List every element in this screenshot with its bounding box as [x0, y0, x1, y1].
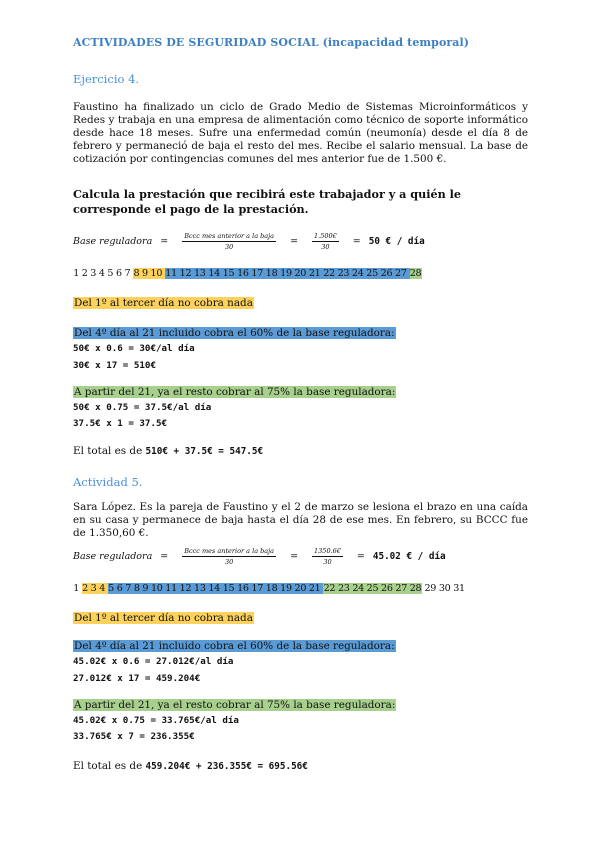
ex4-day-strip: [73, 268, 422, 279]
calc-text: 33.765€ x 7 = 236.355€: [73, 731, 195, 742]
fraction-denominator: 30: [321, 243, 330, 251]
formula-result: 45.02 € / día: [372, 551, 446, 562]
formula-equals: =: [160, 236, 169, 247]
total-label: El total es de: [73, 760, 143, 772]
calc-text: 45.02€ x 0.75 = 33.765€/al día: [73, 715, 239, 726]
calc-text: 45.02€ x 0.6 = 27.012€/al día: [73, 656, 234, 667]
fraction-numerator: 1.500€: [314, 232, 337, 240]
day-segment-plain: 1 2 3 4 5 6 7: [73, 268, 134, 279]
calc-text: 50€ x 0.75 = 37.5€/al día: [73, 402, 212, 413]
fraction-numerator: 1350.6€: [314, 547, 341, 555]
ex5-calc-60-daily: [73, 656, 233, 667]
ex4-calc-75-total: [73, 418, 167, 429]
day-segment-plain: 29 30 31: [421, 583, 465, 594]
day-segment-60-percent: 5 6 7 8 9 10 11 12 13 14 15 16 17 18 19 20 21: [108, 583, 324, 594]
fraction-numerator: Bccc mes anterior a la baja: [184, 232, 275, 240]
ex5-day-strip: [73, 583, 465, 594]
day-segment-no-pay: 2 3 4: [82, 583, 108, 594]
day-segment-75-percent: 28: [409, 268, 422, 279]
ex4-calc-75-daily: [73, 402, 211, 413]
ex4-total: [73, 445, 263, 457]
calc-text: 37.5€ x 1 = 37.5€: [73, 418, 168, 429]
calc-text: 30€ x 17 = 510€: [73, 360, 156, 371]
ex4-calc-60-daily: [73, 343, 195, 354]
formula-equals: =: [352, 236, 361, 247]
ex5-heading: Actividad 5.: [73, 475, 143, 489]
formula-fraction-general: [182, 547, 276, 566]
ex5-calc-75-daily: [73, 715, 239, 726]
formula-fraction-values: [312, 232, 339, 251]
formula-fraction-values: [312, 547, 343, 566]
ex5-note-75: A partir del 21, ya el resto cobrar al 75% la base reguladora:: [74, 699, 396, 711]
document-title: ACTIVIDADES DE SEGURIDAD SOCIAL (incapacidad temporal): [73, 36, 470, 49]
total-calc: 510€ + 37.5€ = 547.5€: [145, 446, 264, 457]
ex4-formula: [73, 232, 425, 251]
total-calc: 459.204€ + 236.355€ = 695.56€: [145, 761, 308, 772]
formula-lhs: Base reguladora: [73, 551, 153, 562]
formula-fraction-general: [182, 232, 276, 251]
day-segment-75-percent: 22 23 24 25 26 27 28: [323, 583, 422, 594]
fraction-numerator: Bccc mes anterior a la baja: [184, 547, 275, 555]
ex5-formula: [73, 547, 446, 566]
ex5-calc-60-total: [73, 673, 200, 684]
calc-text: 50€ x 0.6 = 30€/al día: [73, 343, 195, 354]
formula-equals: =: [290, 551, 299, 562]
formula-equals: =: [160, 551, 169, 562]
fraction-denominator: 30: [323, 558, 332, 566]
ex5-note-no-pay: Del 1º al tercer día no cobra nada: [74, 612, 253, 624]
ex4-calc-60-total: [73, 360, 156, 371]
ex5-note-60: Del 4º día al 21 incluido cobra el 60% de la base reguladora:: [74, 640, 395, 652]
formula-equals: =: [290, 236, 299, 247]
formula-lhs: Base reguladora: [73, 236, 153, 247]
ex4-question: Calcula la prestación que recibirá este trabajador y a quién le corresponde el pago de la prestación.: [73, 187, 462, 216]
fraction-denominator: 30: [224, 243, 234, 251]
total-label: El total es de: [73, 445, 143, 457]
calc-text: 27.012€ x 17 = 459.204€: [73, 673, 201, 684]
formula-equals: =: [356, 551, 365, 562]
day-segment-60-percent: 11 12 13 14 15 16 17 18 19 20 21 22 23 24 25 26 27: [165, 268, 410, 279]
fraction-denominator: 30: [224, 558, 234, 566]
ex5-calc-75-total: [73, 731, 195, 742]
ex4-note-no-pay: Del 1º al tercer día no cobra nada: [74, 297, 253, 309]
ex4-heading: Ejercicio 4.: [73, 72, 140, 86]
ex5-total: [73, 760, 308, 772]
day-segment-no-pay: 8 9 10: [133, 268, 165, 279]
formula-result: 50 € / día: [368, 236, 425, 247]
ex4-note-60: Del 4º día al 21 incluido cobra el 60% de la base reguladora:: [74, 327, 395, 339]
ex5-statement: Sara López. Es la pareja de Faustino y el 2 de marzo se lesiona el brazo en una caída en su casa y permanece de baja hasta el día 28 de ese mes. En febrero, su BCCC fue de 1.350,60 €.: [73, 501, 528, 539]
ex4-note-75: A partir del 21, ya el resto cobrar al 75% la base reguladora:: [74, 386, 396, 398]
day-segment-plain: 1: [73, 583, 82, 594]
ex4-statement: Faustino ha finalizado un ciclo de Grado Medio de Sistemas Microinformáticos y Redes y trabaja en una empresa de alimentación como técnico de soporte informático desde hace 18 meses. Sufre una enfermedad común (neumonía) desde el día 8 de febrero y permaneció de baja el resto del mes. Recibe el salario mensual. La base de cotización por contingencias comunes del mes anterior fue de 1.500 €.: [73, 101, 528, 165]
